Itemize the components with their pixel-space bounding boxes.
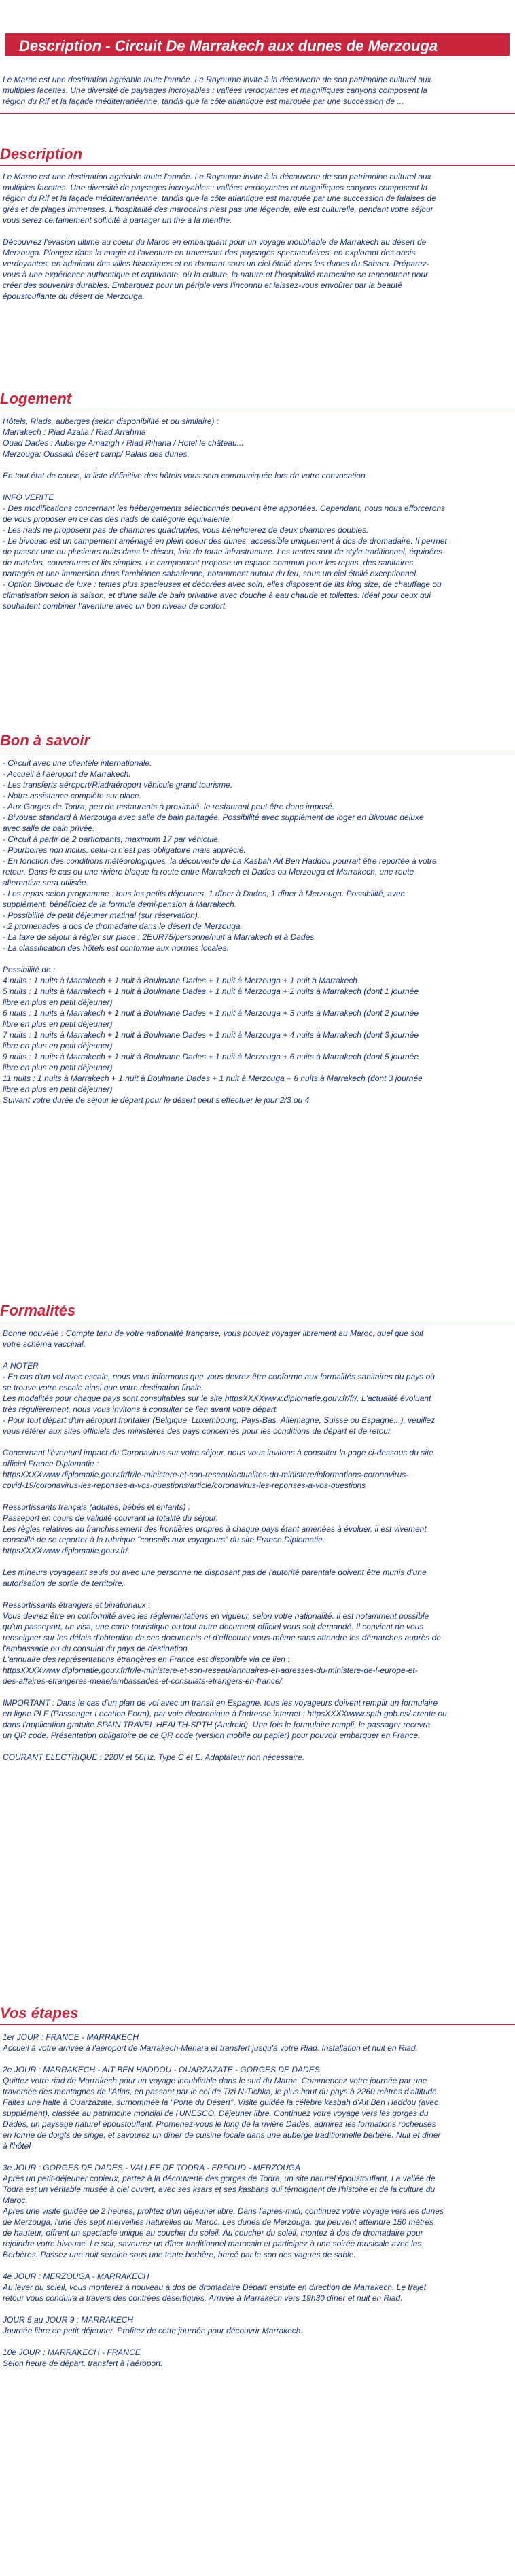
formalites-line: Les règles relatives au franchissement des frontières propres à chaque pays étant amenées à évoluer, il est vivement	[3, 1524, 427, 1534]
formalites-line: des-affaires-etrangeres-meae/ambassades-et-consulats-etrangers-en-france/	[3, 1676, 282, 1686]
etape-line: Journée libre en petit déjeuner. Profitez de cette journée pour découvrir Marrakech.	[3, 2326, 303, 2335]
description-line: créer des souvenirs durables. Embarquez pour un périple vers l'inconnu et laissez-vous envoûter par la beauté	[3, 281, 402, 290]
bon-a-savoir-line: 6 nuits : 1 nuits à Marrakech + 1 nuit à Boulmane Dades + 1 nuit à Merzouga + 3 nuits à Marrakech (dont 2 journée	[3, 1008, 419, 1018]
formalites-line: Bonne nouvelle : Compte tenu de votre nationalité française, vous pouvez voyager librement au Maroc, quel que soit	[3, 1328, 424, 1338]
bon-a-savoir-line: - Bivouac standard à Merzouga avec salle de bain partagée. Possibilité avec supplément de loger en Bivouac deluxe	[3, 813, 424, 822]
description-line: vous à une expérience authentique et captivante, où la culture, la nature et l'hospitalité marocaine se rencontrent pour	[3, 270, 429, 279]
logement-line: de matelas, couvertures et lits simples. Le campement propose un espace commun pour les repas, des sanitaires	[3, 558, 414, 567]
blank-line	[3, 1491, 504, 1502]
blank-line	[3, 2260, 504, 2271]
logement-line: - Le bivouac est un campement aménagé en plein coeur des dunes, accessible uniquement à dos de dromadaire. Il permet	[3, 536, 447, 546]
description-line: vous serez certainement sollicité à partager un thé à la menthe.	[3, 215, 232, 225]
bon-a-savoir-line: 11 nuits : 1 nuits à Marrakech + 1 nuit à Boulmane Dades + 1 nuit à Merzouga + 8 nuits à Marrakech (dont 3 journée	[3, 1074, 423, 1083]
formalites-line: se trouve votre escale ainsi que votre destination finale.	[3, 1383, 204, 1392]
bon-a-savoir-line: 7 nuits : 1 nuits à Marrakech + 1 nuit à Boulmane Dades + 1 nuit à Merzouga + 4 nuits à Marrakech (dont 3 journée	[3, 1030, 419, 1040]
bon-a-savoir-line: avec salle de bain privée.	[3, 824, 95, 833]
bon-a-savoir-line: - Circuit à partir de 2 participants, maximum 17 par véhicule.	[3, 834, 221, 844]
bon-a-savoir-line: - Les repas selon programme : tous les petits déjeuners, 1 dîner à Dades, 1 dîner à Merzouga. Possibilité, avec	[3, 889, 405, 898]
bon-a-savoir-line: 4 nuits : 1 nuits à Marrakech + 1 nuit à Boulmane Dades + 1 nuit à Merzouga + 1 nuit à Marrakech	[3, 976, 357, 985]
logement-line: En tout état de cause, la liste définitive des hôtels vous sera communiquée lors de votre convocation.	[3, 471, 368, 480]
etape-line: retour vous conduira à travers des contrées désertiques. Arrivée à Marrakech vers 19h30 dîner et nuit en Riad.	[3, 2293, 403, 2303]
bon-a-savoir-line: libre en plus en petit déjeuner)	[3, 1084, 113, 1094]
etape-line: Accueil à votre arrivée à l'aéroport de Marrakech-Menara et transfert jusqu'à votre Riad. Installation et nuit en Riad.	[3, 2043, 418, 2053]
bon-a-savoir-line: 9 nuits : 1 nuits à Marrakech + 1 nuit à Boulmane Dades + 1 nuit à Merzouga + 6 nuits à Marrakech (dont 5 journée	[3, 1052, 419, 1061]
formalites-line: un QR code. Présentation obligatoire de ce QR code (version mobile ou papier) pour pouvoir embarquer en France.	[3, 1731, 421, 1740]
etape-line: Dadès, un paysage naturel époustouflant. Promenez-vous le long de la rivière Dadès, admirez les formations rocheuses	[3, 2119, 436, 2129]
blank-line	[3, 1741, 504, 1752]
logement-line: souhaitent combiner l'aventure avec un bon niveau de confort.	[3, 601, 228, 611]
blank-line	[3, 459, 504, 470]
description-text	[3, 171, 504, 302]
logement-line: - Des modifications concernant les hébergements sélectionnés peuvent être apportées. Cependant, nous nous efforcerons	[3, 504, 446, 513]
bon-a-savoir-line: alternative sera utilisée.	[3, 878, 89, 887]
formalites-line: A NOTER	[3, 1361, 39, 1371]
blank-line	[3, 953, 504, 964]
divider	[0, 2024, 515, 2025]
logement-line: - Les riads ne proposent pas de chambres quadruples, vous bénéficierez de deux chambres doubles.	[3, 525, 369, 535]
bon-a-savoir-line: libre en plus en petit déjeuner)	[3, 1063, 113, 1072]
description-line: Découvrez l'évasion ultime au coeur du Maroc en embarquant pour un voyage inoubliable de Marrakech au désert de	[3, 237, 427, 247]
formalites-text	[3, 1328, 504, 1763]
etape-line: 3e JOUR : GORGES DE DADES - VALLEE DE TODRA - ERFOUD - MERZOUGA	[3, 2163, 301, 2172]
formalites-line: - En cas d'un vol avec escale, nous vous informons que vous devrez être conforme aux formalités sanitaires du pays où	[3, 1372, 435, 1381]
description-line: multiples facettes. Une diversité de paysages incroyables : vallées verdoyantes et magnifiques canyons composent la	[3, 183, 428, 192]
section-title-bon-a-savoir: Bon à savoir	[0, 732, 90, 749]
section-title-vos-etapes: Vos étapes	[0, 2005, 79, 2022]
etape-line: en forme de doigts de singe, et savourez un dîner de cuisine locale dans une auberge traditionnelle berbère. Nuit et dîner	[3, 2130, 441, 2140]
etape-line: rejoindre votre bivouac. Le soir, savourez un dîner traditionnel marocain et participez à une soirée musicale avec les	[3, 2239, 422, 2248]
etape-line: Maroc.	[3, 2195, 28, 2205]
bon-a-savoir-line: retour. Dans le cas ou une rivière bloque la route entre Marrakech et Dades ou Merzouga et Marrakech, une route	[3, 867, 414, 877]
description-line: Merzouga. Plongez dans la magie et l'aventure en traversant des paysages spectaculaires, en explorant des oasis	[3, 248, 416, 258]
etape-line: Au lever du soleil, vous monterez à nouveau à dos de dromadaire Départ ensuite en direction de Marrakech. Le trajet	[3, 2282, 427, 2292]
formalites-line: L'annuaire des représentations étrangères en France est disponible via ce lien :	[3, 1655, 290, 1664]
etape-line: Quittez votre riad de Marrakech pour un voyage inoubliable dans le sud du Maroc. Commencez votre journée par une	[3, 2076, 427, 2085]
formalites-line: covid-19/coronavirus-les-reponses-a-vos-questions/article/coronavirus-les-reponses-a-vos-questions	[3, 1481, 366, 1490]
formalites-line: en ligne PLF (Passenger Location Form), par voie électronique à l'adresse internet : httpsXXXXwww.spth.gob.es/ create ou	[3, 1709, 447, 1718]
etape-line: JOUR 5 au JOUR 9 : MARRAKECH	[3, 2315, 134, 2325]
formalites-line: conseillé de se reporter à la rubrique "conseils aux voyageurs" du site France Diplomatie,	[3, 1535, 325, 1545]
etape-line: Berbères. Passez une nuit sereine sous une tente berbère, bercé par le son des vagues de sable.	[3, 2250, 356, 2259]
etape-line: à l'hôtel	[3, 2141, 31, 2151]
etape-line: Après une visite guidée de 2 heures, profitez d'un déjeuner libre. Dans l'après-midi, continuez votre voyage vers les dunes	[3, 2206, 444, 2216]
description-line: région du Rif et la façade méditerranéenne, tandis que la côte atlantique est marquée par une succession de falaises de	[3, 194, 436, 203]
etape-line: 4e JOUR : MERZOUGA - MARRAKECH	[3, 2272, 149, 2281]
etape-line: 2e JOUR : MARRAKECH - AIT BEN HADDOU - OUARZAZATE - GORGES DE DADES	[3, 2065, 320, 2075]
page-title: Description - Circuit De Marrakech aux dunes de Merzouga	[5, 33, 510, 56]
bon-a-savoir-line: supplément, bénéficiez de la formule demi-pension à Marrakech.	[3, 900, 237, 909]
description-line: grès et de plages immenses. L'hospitalité des marocains n'est pas une légende, elle est culturelle, pendant votre séjour	[3, 205, 433, 214]
bon-a-savoir-line: - La taxe de séjour à régler sur place : 2EUR75/personne/nuit à Marrakech et à Dades.	[3, 932, 317, 942]
intro-text	[3, 74, 504, 107]
formalites-line: httpsXXXXwww.diplomatie.gouv.fr/fr/le-ministere-et-son-reseau/actualites-du-ministere/informations-coronavirus-	[3, 1470, 409, 1479]
bon-a-savoir-line: - Les transferts aéroport/Riad/aéroport véhicule grand tourisme.	[3, 780, 233, 790]
blank-line	[3, 1436, 504, 1447]
bon-a-savoir-line: libre en plus en petit déjeuner)	[3, 1041, 113, 1051]
blank-line	[3, 226, 504, 236]
etape-line: supplément), classée au patrimoine mondial de l'UNESCO. Déjeuner libre. Continuez votre voyage vers les gorges du	[3, 2109, 429, 2118]
description-line: Le Maroc est une destination agréable toute l'année. Le Royaume invite à la découverte de son patrimoine culturel aux	[3, 172, 431, 181]
formalites-line: officiel France Diplomatie :	[3, 1459, 99, 1468]
formalites-line: httpsXXXXwww.diplomatie.gouv.fr/.	[3, 1546, 130, 1555]
logement-line: Merzouga: Oussadi désert camp/ Palais des dunes.	[3, 449, 190, 459]
intro-line: multiples facettes. Une diversité de paysages incroyables : vallées verdoyantes et magnifiques canyons composent la	[3, 86, 428, 95]
bon-a-savoir-line: - Accueil à l'aéroport de Marrakech.	[3, 769, 131, 779]
formalites-line: dans l'application gratuite SPAIN TRAVEL HEALTH-SPTH (Android). Une fois le formulaire rempli, le passager recevra	[3, 1720, 431, 1729]
etape-line: Selon heure de départ, transfert à l'aéroport.	[3, 2359, 163, 2368]
formalites-line: Les mineurs voyageant seuls ou avec une personne ne disposant pas de l'autorité parentale doivent être munis d'une	[3, 1568, 427, 1577]
blank-line	[3, 1687, 504, 1697]
bon-a-savoir-line: - Possibilité de petit déjeuner matinal (sur réservation).	[3, 911, 200, 920]
section-title-logement: Logement	[0, 390, 72, 407]
etape-line: traversée des montagnes de l'Atlas, en passant par le col de Tizi N-Tichka, le plus haut du pays à 2260 mètres d'altitude.	[3, 2087, 440, 2096]
bon-a-savoir-line: - Circuit avec une clientèle internationale.	[3, 758, 152, 768]
intro-line: région du Rif et la façade méditerranéenne, tandis que la côte atlantique est marquée par une succession de ...	[3, 96, 404, 106]
formalites-line: Ressortissants étrangers et binationaux :	[3, 1600, 151, 1610]
formalites-line: qu'un passeport, un visa, une carte touristique ou tout autre document officiel vous soit demandé. Il convient de vous	[3, 1622, 424, 1631]
formalites-line: autorisation de sortie de territoire.	[3, 1578, 124, 1588]
description-line: époustouflante du désert de Merzouga.	[3, 292, 145, 301]
logement-text	[3, 416, 504, 612]
bon-a-savoir-line: libre en plus en petit déjeuner)	[3, 998, 113, 1007]
blank-line	[3, 2304, 504, 2314]
bon-a-savoir-line: Possibilité de :	[3, 965, 56, 974]
blank-line	[3, 1589, 504, 1600]
formalites-line: httpsXXXXwww.diplomatie.gouv.fr/fr/le-ministere-et-son-reseau/annuaires-et-adresses-du-ministere-de-l-europe-et-	[3, 1665, 418, 1675]
formalites-line: Ressortissants français (adultes, bébés et enfants) :	[3, 1502, 191, 1512]
etape-line: Todra est un véritable musée à ciel ouvert, avec ses ksars et ses kasbahs qui témoignent de l'histoire et de la culture du	[3, 2185, 436, 2194]
bon-a-savoir-line: - Pourboires non inclus, celui-ci n'est pas obligatoire mais apprécié.	[3, 845, 246, 855]
etape-line: 10e JOUR : MARRAKECH - FRANCE	[3, 2348, 141, 2357]
description-line: verdoyantes, en admirant des villes historiques et en dormant sous un ciel étoilé dans les dunes du Sahara. Préparez-	[3, 259, 429, 268]
bon-a-savoir-line: Suivant votre durée de séjour le départ pour le désert peut s'effectuer le jour 2/3 ou 4	[3, 1095, 310, 1105]
formalites-line: IMPORTANT : Dans le cas d'un plan de vol avec un transit en Espagne, tous les voyageurs doivent remplir un formulaire	[3, 1698, 438, 1708]
logement-line: Hôtels, Riads, auberges (selon disponibilité et ou similaire) :	[3, 417, 219, 426]
etape-line: de Merzouga, l'une des sept merveilles naturelles du Maroc. Les dunes de Merzouga, qui peuvent atteindre 150 mètres	[3, 2217, 433, 2227]
formalites-line: Concernant l'éventuel impact du Coronavirus sur votre séjour, nous vous invitons à consulter la page ci-dessous du site	[3, 1448, 433, 1458]
logement-line: Ouad Dades : Auberge Amazigh / Riad Rihana / Hotel le château...	[3, 438, 244, 448]
blank-line	[3, 481, 504, 492]
bon-a-savoir-line: libre en plus en petit déjeuner)	[3, 1019, 113, 1029]
bon-a-savoir-line: - La classification des hôtels est conforme aux normes locales.	[3, 943, 229, 953]
blank-line	[3, 1349, 504, 1360]
etape-line: Faites une halte à Ouarzazate, surnommée la "Porte du Désert". Visite guidée la célèbre kasbah d'Ait Ben Haddou (avec	[3, 2098, 438, 2107]
bon-a-savoir-line: - 2 promenades à dos de dromadaire dans le désert de Merzouga.	[3, 921, 243, 931]
formalites-line: vous référer aux sites officiels des ministères des pays concernés pour les conditions de départ et de retour.	[3, 1426, 393, 1436]
bon-a-savoir-line: - Aux Gorges de Todra, peu de restaurants à proximité, le restaurant peut être donc imposé.	[3, 802, 335, 811]
bon-a-savoir-text	[3, 758, 504, 1106]
bon-a-savoir-line: - En fonction des conditions météorologiques, la découverte de La Kasbah Ait Ben Haddou pourrait être reportée à votre	[3, 856, 437, 866]
formalites-line: Vous devrez être en conformité avec les réglementations en vigueur, selon votre nationalité. Il est notamment possible	[3, 1611, 429, 1621]
formalites-line: Les modalités pour chaque pays sont consultables sur le site httpsXXXXwww.diplomatie.gouv.fr/fr/. L'actualité évoluant	[3, 1394, 431, 1403]
section-title-formalites: Formalités	[0, 1302, 76, 1319]
etape-line: 1er JOUR : FRANCE - MARRAKECH	[3, 2032, 139, 2042]
logement-line: climatisation selon la saison, et d'une salle de bain privative avec douche à eau chaude et toilettes. Idéal pour ceux qui	[3, 590, 431, 600]
bon-a-savoir-line: 5 nuits : 1 nuits à Marrakech + 1 nuit à Boulmane Dades + 1 nuit à Merzouga + 2 nuits à Marrakech (dont 1 journée	[3, 987, 419, 996]
formalites-line: COURANT ELECTRIQUE : 220V et 50Hz. Type C et E. Adaptateur non nécessaire.	[3, 1752, 305, 1762]
divider	[0, 165, 515, 166]
logement-line: de passer une ou plusieurs nuits dans le désert, loin de toute infrastructure. Les tentes sont de style traditionnel, équipées	[3, 547, 443, 557]
bon-a-savoir-line: - Notre assistance complète sur place.	[3, 791, 142, 800]
section-title-description: Description	[0, 145, 83, 162]
formalites-line: Passeport en cours de validité couvrant la totalité du séjour.	[3, 1513, 219, 1523]
blank-line	[3, 2336, 504, 2347]
formalites-line: renseigner sur les délais d'obtention de ces documents et d'effectuer vous-même sans attendre les démarches auprès de	[3, 1633, 441, 1642]
formalites-line: votre schéma vaccinal.	[3, 1339, 86, 1349]
formalites-line: très régulièrement, nous vous invitons à consulter ce lien avant votre départ.	[3, 1405, 279, 1414]
logement-line: Marrakech : Riad Azalia / Riad Arrahma	[3, 427, 146, 437]
intro-line: Le Maroc est une destination agréable toute l'année. Le Royaume invite à la découverte de son patrimoine culturel aux	[3, 75, 431, 84]
logement-line: - Option Bivouac de luxe : tentes plus spacieuses et décorées avec soin, elles disposent de lits king size, de chauffage ou	[3, 580, 442, 589]
vos-etapes-text	[3, 2032, 504, 2369]
etape-line: Après un petit-déjeuner copieux, partez à la découverte des gorges de Todra, un site naturel époustouflant. La vallée de	[3, 2174, 436, 2183]
logement-line: partagés et une immersion dans l'ambiance saharienne, notamment autour du feu, sous un ciel étoilé exceptionnel.	[3, 569, 419, 578]
logement-line: de vous proposer en ce cas des riads de catégorie équivalente.	[3, 514, 232, 524]
blank-line	[3, 2053, 504, 2064]
blank-line	[3, 1556, 504, 1567]
formalites-line: - Pour tout départ d'un aéroport frontalier (Belgique, Luxembourg, Pays-Bas, Allemagne, Suisse ou Espagne...), veuillez	[3, 1415, 436, 1425]
formalites-line: l'ambassade ou du consulat du pays de destination.	[3, 1644, 190, 1653]
etape-line: de hauteur, offrent un spectacle unique au coucher du soleil. Au coucher du soleil, montez à dos de dromadaire pour	[3, 2228, 423, 2238]
logement-line: INFO VERITE	[3, 493, 54, 502]
blank-line	[3, 2151, 504, 2162]
divider	[0, 113, 515, 114]
